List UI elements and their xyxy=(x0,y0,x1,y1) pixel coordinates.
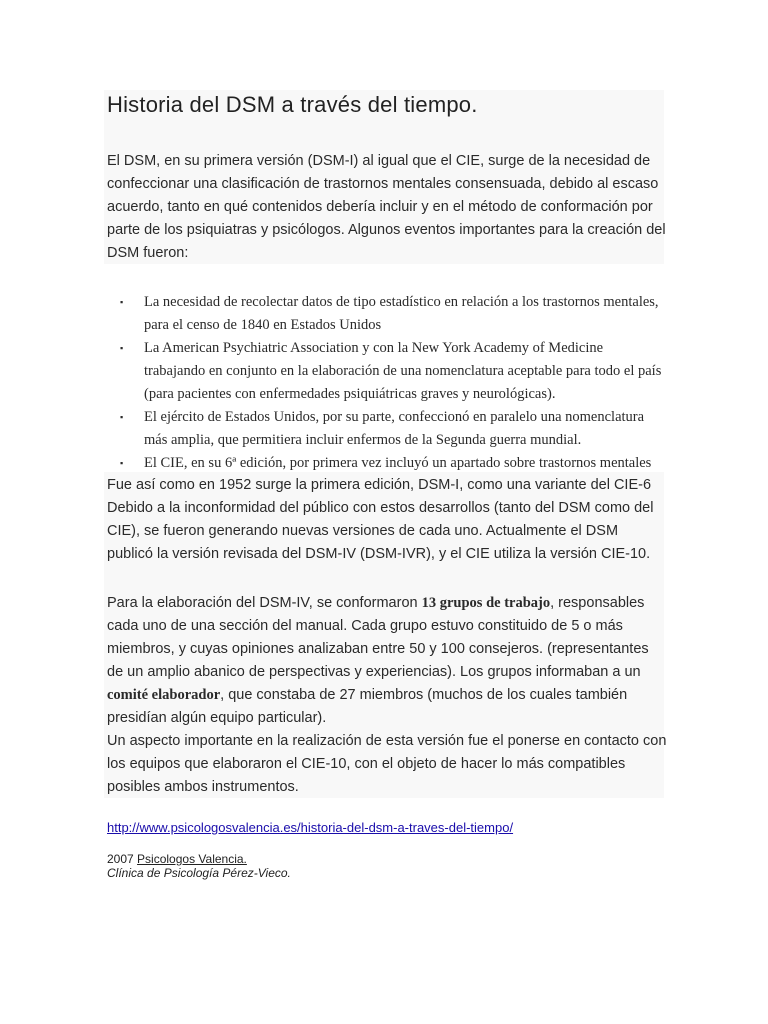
workgroups-closing: Un aspecto importante en la realización de esta versión fue el ponerse en contacto con los equipos que elaboraron el CIE-10, con el objeto de hacer lo más compatibles posibles ambos instrumentos. xyxy=(107,733,667,795)
list-item-text: El CIE, en su 6ª edición, por primera vez incluyó un apartado sobre trastornos mentales xyxy=(144,455,652,471)
list-item xyxy=(120,452,665,475)
history-line-2: Debido a la inconformidad del público con estos desarrollos (tanto del DSM como del CIE), se fueron generando nuevas versiones de cada uno. Actualmente el DSM publicó la versión revisada del DSM-IV (DSM-IVR), y el CIE utiliza la versión CIE-10. xyxy=(107,500,654,562)
workgroups-paragraph xyxy=(107,592,667,799)
footer-year: 2007 xyxy=(107,852,134,866)
committee-highlight: comité elaborador xyxy=(107,687,221,703)
list-item-text: La American Psychiatric Association y con la New York Academy of Medicine trabajando en conjunto en la elaboración de una nomenclatura aceptable para todo el país (para pacientes con enfermedades psiquiátricas graves y neurológicas). xyxy=(144,340,662,402)
source-link[interactable]: http://www.psicologosvalencia.es/historia-del-dsm-a-traves-del-tiempo/ xyxy=(107,820,514,835)
footer-line-1 xyxy=(107,852,291,866)
footer-credits xyxy=(107,852,291,880)
footer-site-link[interactable]: Psicologos Valencia. xyxy=(137,852,247,866)
workgroups-text-mid: , responsables cada uno de una sección del manual. Cada grupo estuvo constituido de 5 o más miembros, y cuyas opiniones analizaban entre 50 y 100 consejeros. (representantes de un amplio abanico de perspectivas y experiencias). Los grupos informaban a un xyxy=(107,595,649,680)
footer-clinic: Clínica de Psicología Pérez-Vieco. xyxy=(107,866,291,880)
workgroups-text-pre: Para la elaboración del DSM-IV, se conformaron xyxy=(107,595,422,611)
intro-paragraph xyxy=(107,150,667,265)
bullet-square-icon: ▪ xyxy=(120,458,124,468)
bullet-square-icon: ▪ xyxy=(120,343,124,353)
events-list xyxy=(120,291,665,475)
history-paragraph xyxy=(107,474,667,566)
list-item xyxy=(120,291,665,337)
workgroups-count-highlight: 13 grupos de trabajo xyxy=(421,595,551,611)
intro-text: El DSM, en su primera versión (DSM-I) al igual que el CIE, surge de la necesidad de confeccionar una clasificación de trastornos mentales consensuada, debido al escaso acuerdo, tanto en qué contenidos debería incluir y en el método de conformación por parte de los psiquiatras y psicólogos. Algunos eventos importantes para la creación del DSM fueron: xyxy=(107,153,666,261)
workgroups-text-post: , que constaba de 27 miembros (muchos de los cuales también presidían algún equipo particular). xyxy=(107,687,628,726)
bullet-square-icon: ▪ xyxy=(120,297,124,307)
bullet-square-icon: ▪ xyxy=(120,412,124,422)
history-line-1: Fue así como en 1952 surge la primera edición, DSM-I, como una variante del CIE-6 xyxy=(107,477,652,493)
list-item xyxy=(120,337,665,406)
page-title: Historia del DSM a través del tiempo. xyxy=(107,92,478,117)
workgroups-text xyxy=(107,592,667,730)
list-item xyxy=(120,406,665,452)
list-item-text: La necesidad de recolectar datos de tipo estadístico en relación a los trastornos mentales, para el censo de 1840 en Estados Unidos xyxy=(144,294,659,333)
list-item-text: El ejército de Estados Unidos, por su parte, confeccionó en paralelo una nomenclatura más amplia, que permitiera incluir enfermos de la Segunda guerra mundial. xyxy=(144,409,645,448)
